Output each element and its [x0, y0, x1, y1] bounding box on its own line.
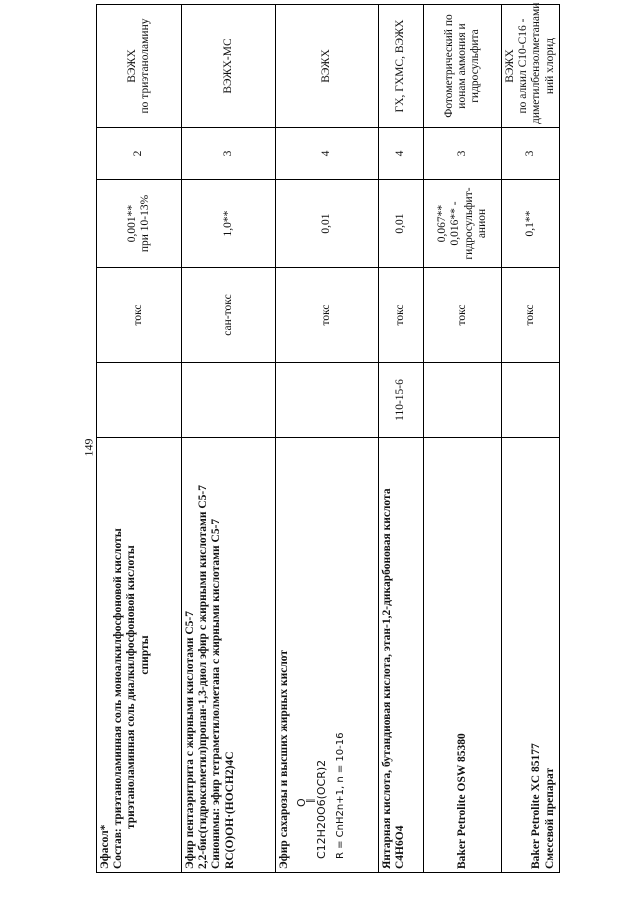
method-cell: ГХ, ГХМС, ВЭЖХ	[379, 5, 424, 128]
substance-table	[96, 4, 560, 873]
value-cell: 0,01	[379, 180, 424, 268]
substance-composition: Состав: триэтаноламинная соль моноалкилфосфоновой кислоты	[112, 528, 125, 869]
table-row	[379, 5, 424, 873]
class-cell: 2	[97, 128, 182, 180]
substance-name: Янтарная кислота, бутандиовая кислота, этан-1,2-дикарбоновая кислота	[381, 488, 393, 869]
substance-name-cell	[424, 438, 502, 873]
substance-formula: RC(O)OH·(HOCH2)4C	[223, 751, 236, 869]
method-cell: ВЭЖХ-МС	[182, 5, 276, 128]
rotated-table-container	[96, 2, 556, 873]
hazard-cell: токс	[424, 268, 502, 363]
cas-cell	[424, 363, 502, 438]
substance-name: Baker Petrolite XC 85177	[530, 743, 543, 869]
hazard-cell: сан-токс	[182, 268, 276, 363]
double-bond-glyph: ‖	[306, 798, 317, 803]
method-cell: ВЭЖХ по алкил C10-C16 - диметилбензолметанами ний хлорид	[502, 5, 560, 128]
cas-cell	[182, 363, 276, 438]
table-row	[182, 5, 276, 873]
class-cell: 3	[424, 128, 502, 180]
substance-name-cell	[379, 438, 424, 873]
substance-name-cell	[276, 438, 379, 873]
class-cell: 4	[379, 128, 424, 180]
cas-cell	[502, 363, 560, 438]
substance-name-cell	[182, 438, 276, 873]
substance-composition: спирты	[138, 635, 151, 675]
value-cell: 0,01	[276, 180, 379, 268]
substance-description: Смесевой препарат	[543, 767, 556, 869]
structure-formula: C12H20O6(OCR)2	[315, 759, 329, 859]
substance-name: Baker Petrolite OSW 85380	[455, 733, 468, 869]
substance-name: Эфир пентаэритрита с жирными кислотами C5-7	[184, 611, 196, 869]
class-cell: 3	[182, 128, 276, 180]
value-cell: 0,001** при 10-13%	[97, 180, 182, 268]
chemical-structure	[297, 441, 346, 859]
hazard-cell: токс	[502, 268, 560, 363]
method-cell: ВЭЖХ по триэтаноламину	[97, 5, 182, 128]
value-cell: 0,1**	[502, 180, 560, 268]
substance-synonym: 2,2-бис(гидроксиметил)пропан-1,3-диол эфир с жирными кислотами C5-7	[197, 484, 210, 869]
class-cell: 3	[502, 128, 560, 180]
substance-synonym: Синонимы: эфир тетраметилолметана с жирными кислотами C5-7	[210, 518, 223, 869]
value-cell: 1,0**	[182, 180, 276, 268]
substance-name-cell	[502, 438, 560, 873]
substance-name: Эфир сахарозы и высших жирных кислот	[278, 649, 290, 869]
hazard-cell: токс	[379, 268, 424, 363]
cas-cell	[276, 363, 379, 438]
carbonyl-oxygen: O	[295, 798, 309, 807]
table-row	[502, 5, 560, 873]
table-row	[97, 5, 182, 873]
value-cell: 0,067** 0,016** - гидросульфит- анион	[424, 180, 502, 268]
table-row	[276, 5, 379, 873]
substance-name-cell	[97, 438, 182, 873]
substance-composition: триэтаноламинная соль диалкилфосфоновой кислоты	[125, 545, 138, 829]
r-group-definition: R = CnH2n+1, n = 10-16	[334, 732, 346, 859]
method-cell: ВЭЖХ	[276, 5, 379, 128]
method-cell: Фотометрический по ионам аммония и гидросульфита	[424, 5, 502, 128]
hazard-cell: токс	[97, 268, 182, 363]
page-number: 149	[81, 438, 96, 457]
cas-cell	[97, 363, 182, 438]
cas-cell: 110-15-6	[379, 363, 424, 438]
substance-name: Эфасол*	[99, 824, 111, 869]
class-cell: 4	[276, 128, 379, 180]
hazard-cell: токс	[276, 268, 379, 363]
substance-formula: C4H6O4	[394, 825, 407, 869]
table-row	[424, 5, 502, 873]
